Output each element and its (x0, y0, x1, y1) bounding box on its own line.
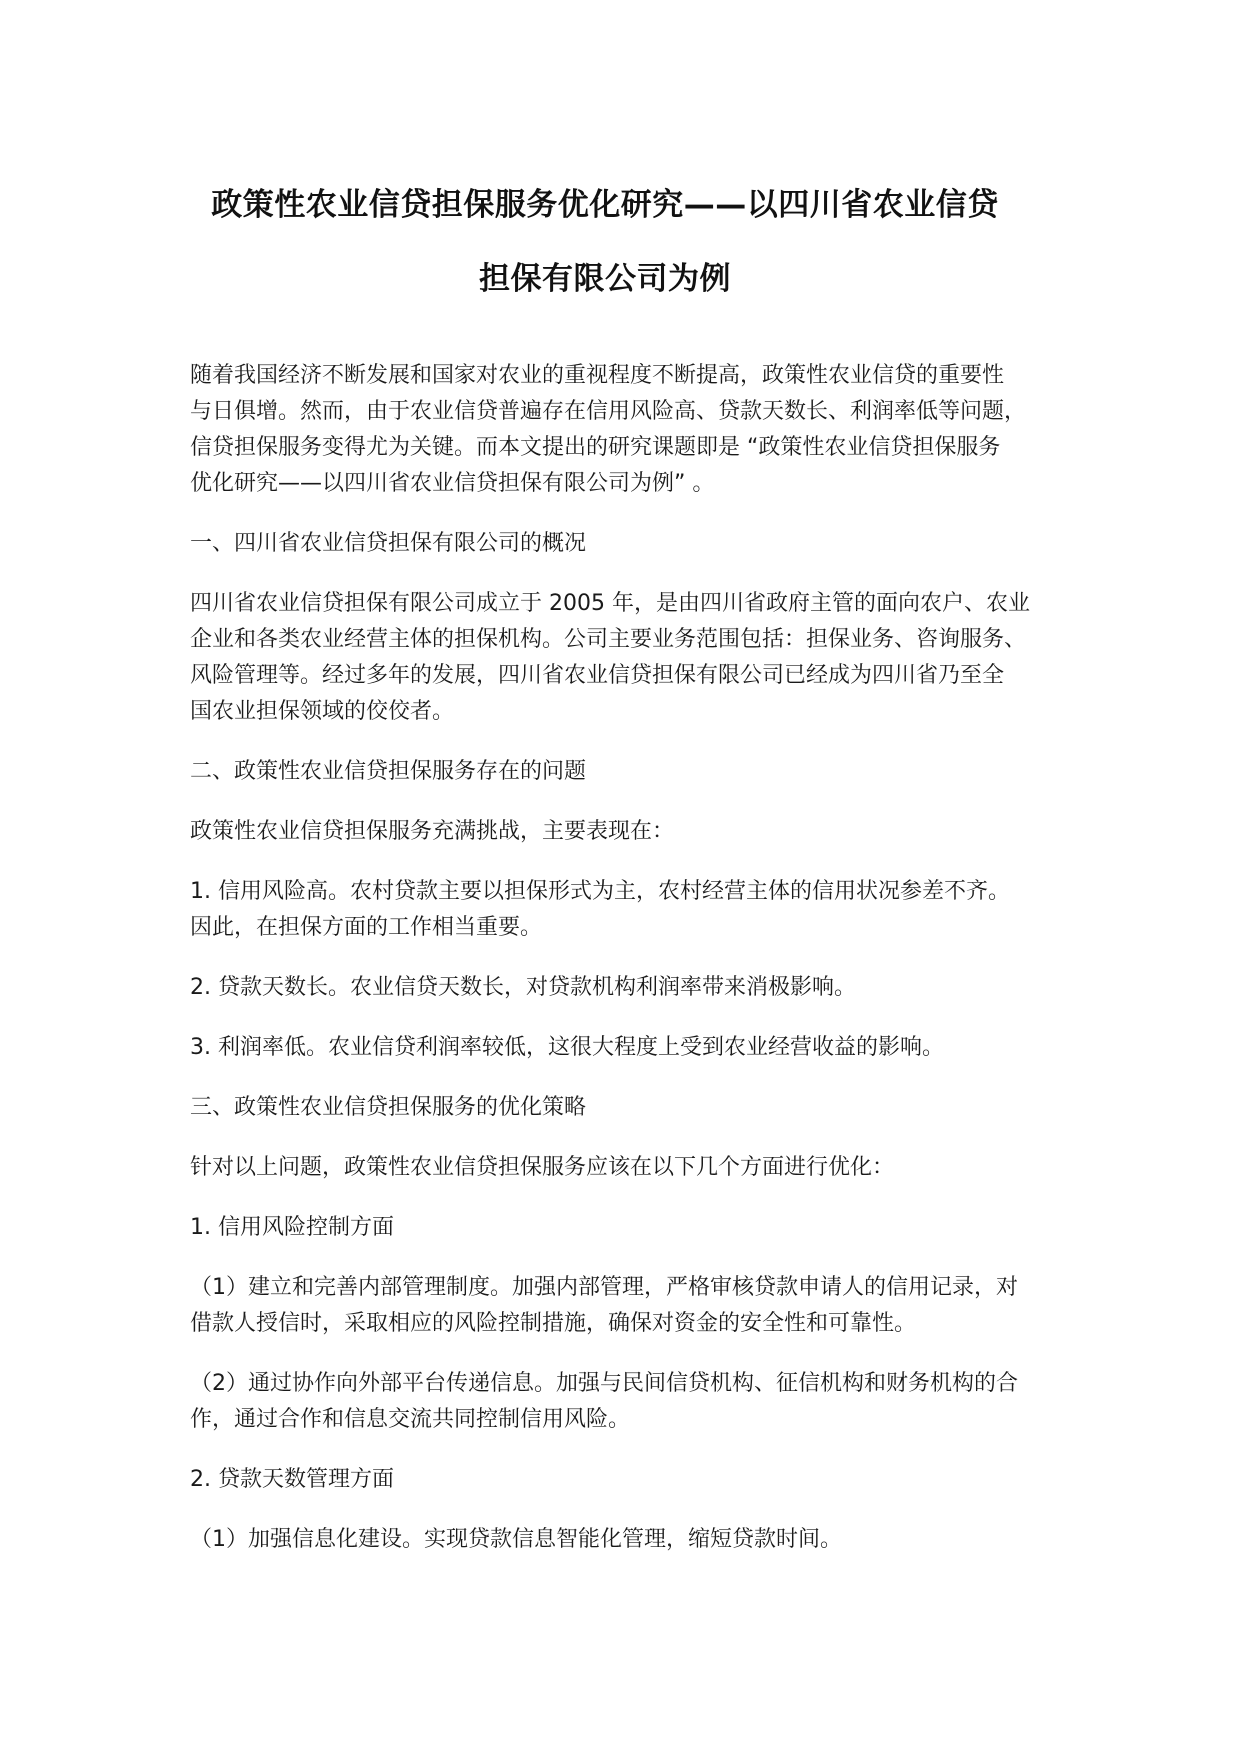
document-title (150, 168, 1060, 316)
text-line: 因此，在担保方面的工作相当重要。 (190, 915, 543, 940)
text-line: 风险管理等。经过多年的发展，四川省农业信贷担保有限公司已经成为四川省乃至全 (190, 663, 1005, 688)
text-line: 国农业担保领域的佼佼者。 (190, 699, 455, 724)
text-line: 针对以上问题，政策性农业信贷担保服务应该在以下几个方面进行优化： (190, 1155, 895, 1180)
text-line: 1. 信用风险控制方面 (190, 1215, 394, 1240)
problem-item-3 (190, 1030, 1070, 1066)
subsection-heading-loan-days (190, 1462, 1070, 1498)
text-line: 政策性农业信贷担保服务充满挑战，主要表现在： (190, 819, 675, 844)
strategy-item-2-1 (190, 1522, 1070, 1558)
title-line-2: 担保有限公司为例 (479, 261, 731, 297)
company-overview-paragraph (190, 586, 1070, 730)
text-line: 四川省农业信贷担保有限公司成立于 2005 年，是由四川省政府主管的面向农户、农业 (190, 591, 1030, 616)
text-line: 2. 贷款天数管理方面 (190, 1467, 394, 1492)
section-heading-3 (190, 1090, 1070, 1126)
problem-item-2 (190, 970, 1070, 1006)
text-line: 随着我国经济不断发展和国家对农业的重视程度不断提高，政策性农业信贷的重要性 (190, 363, 1005, 388)
subsection-heading-credit-risk (190, 1210, 1070, 1246)
text-line: （1）加强信息化建设。实现贷款信息智能化管理，缩短贷款时间。 (190, 1527, 842, 1552)
section-heading-1 (190, 526, 1070, 562)
text-line: 作，通过合作和信息交流共同控制信用风险。 (190, 1407, 631, 1432)
text-line: 2. 贷款天数长。农业信贷天数长，对贷款机构利润率带来消极影响。 (190, 975, 856, 1000)
section-heading-2 (190, 754, 1070, 790)
document-body (190, 358, 1070, 1582)
text-line: 1. 信用风险高。农村贷款主要以担保形式为主，农村经营主体的信用状况参差不齐。 (190, 879, 1010, 904)
text-line: （2）通过协作向外部平台传递信息。加强与民间信贷机构、征信机构和财务机构的合 (190, 1371, 1018, 1396)
strategy-item-1-1 (190, 1270, 1070, 1342)
text-line: 企业和各类农业经营主体的担保机构。公司主要业务范围包括：担保业务、咨询服务、 (190, 627, 1027, 652)
text-line: 一、四川省农业信贷担保有限公司的概况 (190, 531, 587, 556)
text-line: 3. 利润率低。农业信贷利润率较低，这很大程度上受到农业经营收益的影响。 (190, 1035, 944, 1060)
problem-item-1 (190, 874, 1070, 946)
intro-paragraph (190, 358, 1070, 502)
text-line: （1）建立和完善内部管理制度。加强内部管理，严格审核贷款申请人的信用记录，对 (190, 1275, 1018, 1300)
text-line: 三、政策性农业信贷担保服务的优化策略 (190, 1095, 587, 1120)
text-line: 二、政策性农业信贷担保服务存在的问题 (190, 759, 587, 784)
problems-intro-paragraph (190, 814, 1070, 850)
strategies-intro-paragraph (190, 1150, 1070, 1186)
title-line-1: 政策性农业信贷担保服务优化研究——以四川省农业信贷 (211, 187, 999, 223)
text-line: 与日俱增。然而，由于农业信贷普遍存在信用风险高、贷款天数长、利润率低等问题， (190, 399, 1027, 424)
text-line: 借款人授信时，采取相应的风险控制措施，确保对资金的安全性和可靠性。 (190, 1311, 917, 1336)
strategy-item-1-2 (190, 1366, 1070, 1438)
text-line: 优化研究——以四川省农业信贷担保有限公司为例” 。 (190, 471, 715, 496)
text-line: 信贷担保服务变得尤为关键。而本文提出的研究课题即是 “政策性农业信贷担保服务 (190, 435, 1001, 460)
